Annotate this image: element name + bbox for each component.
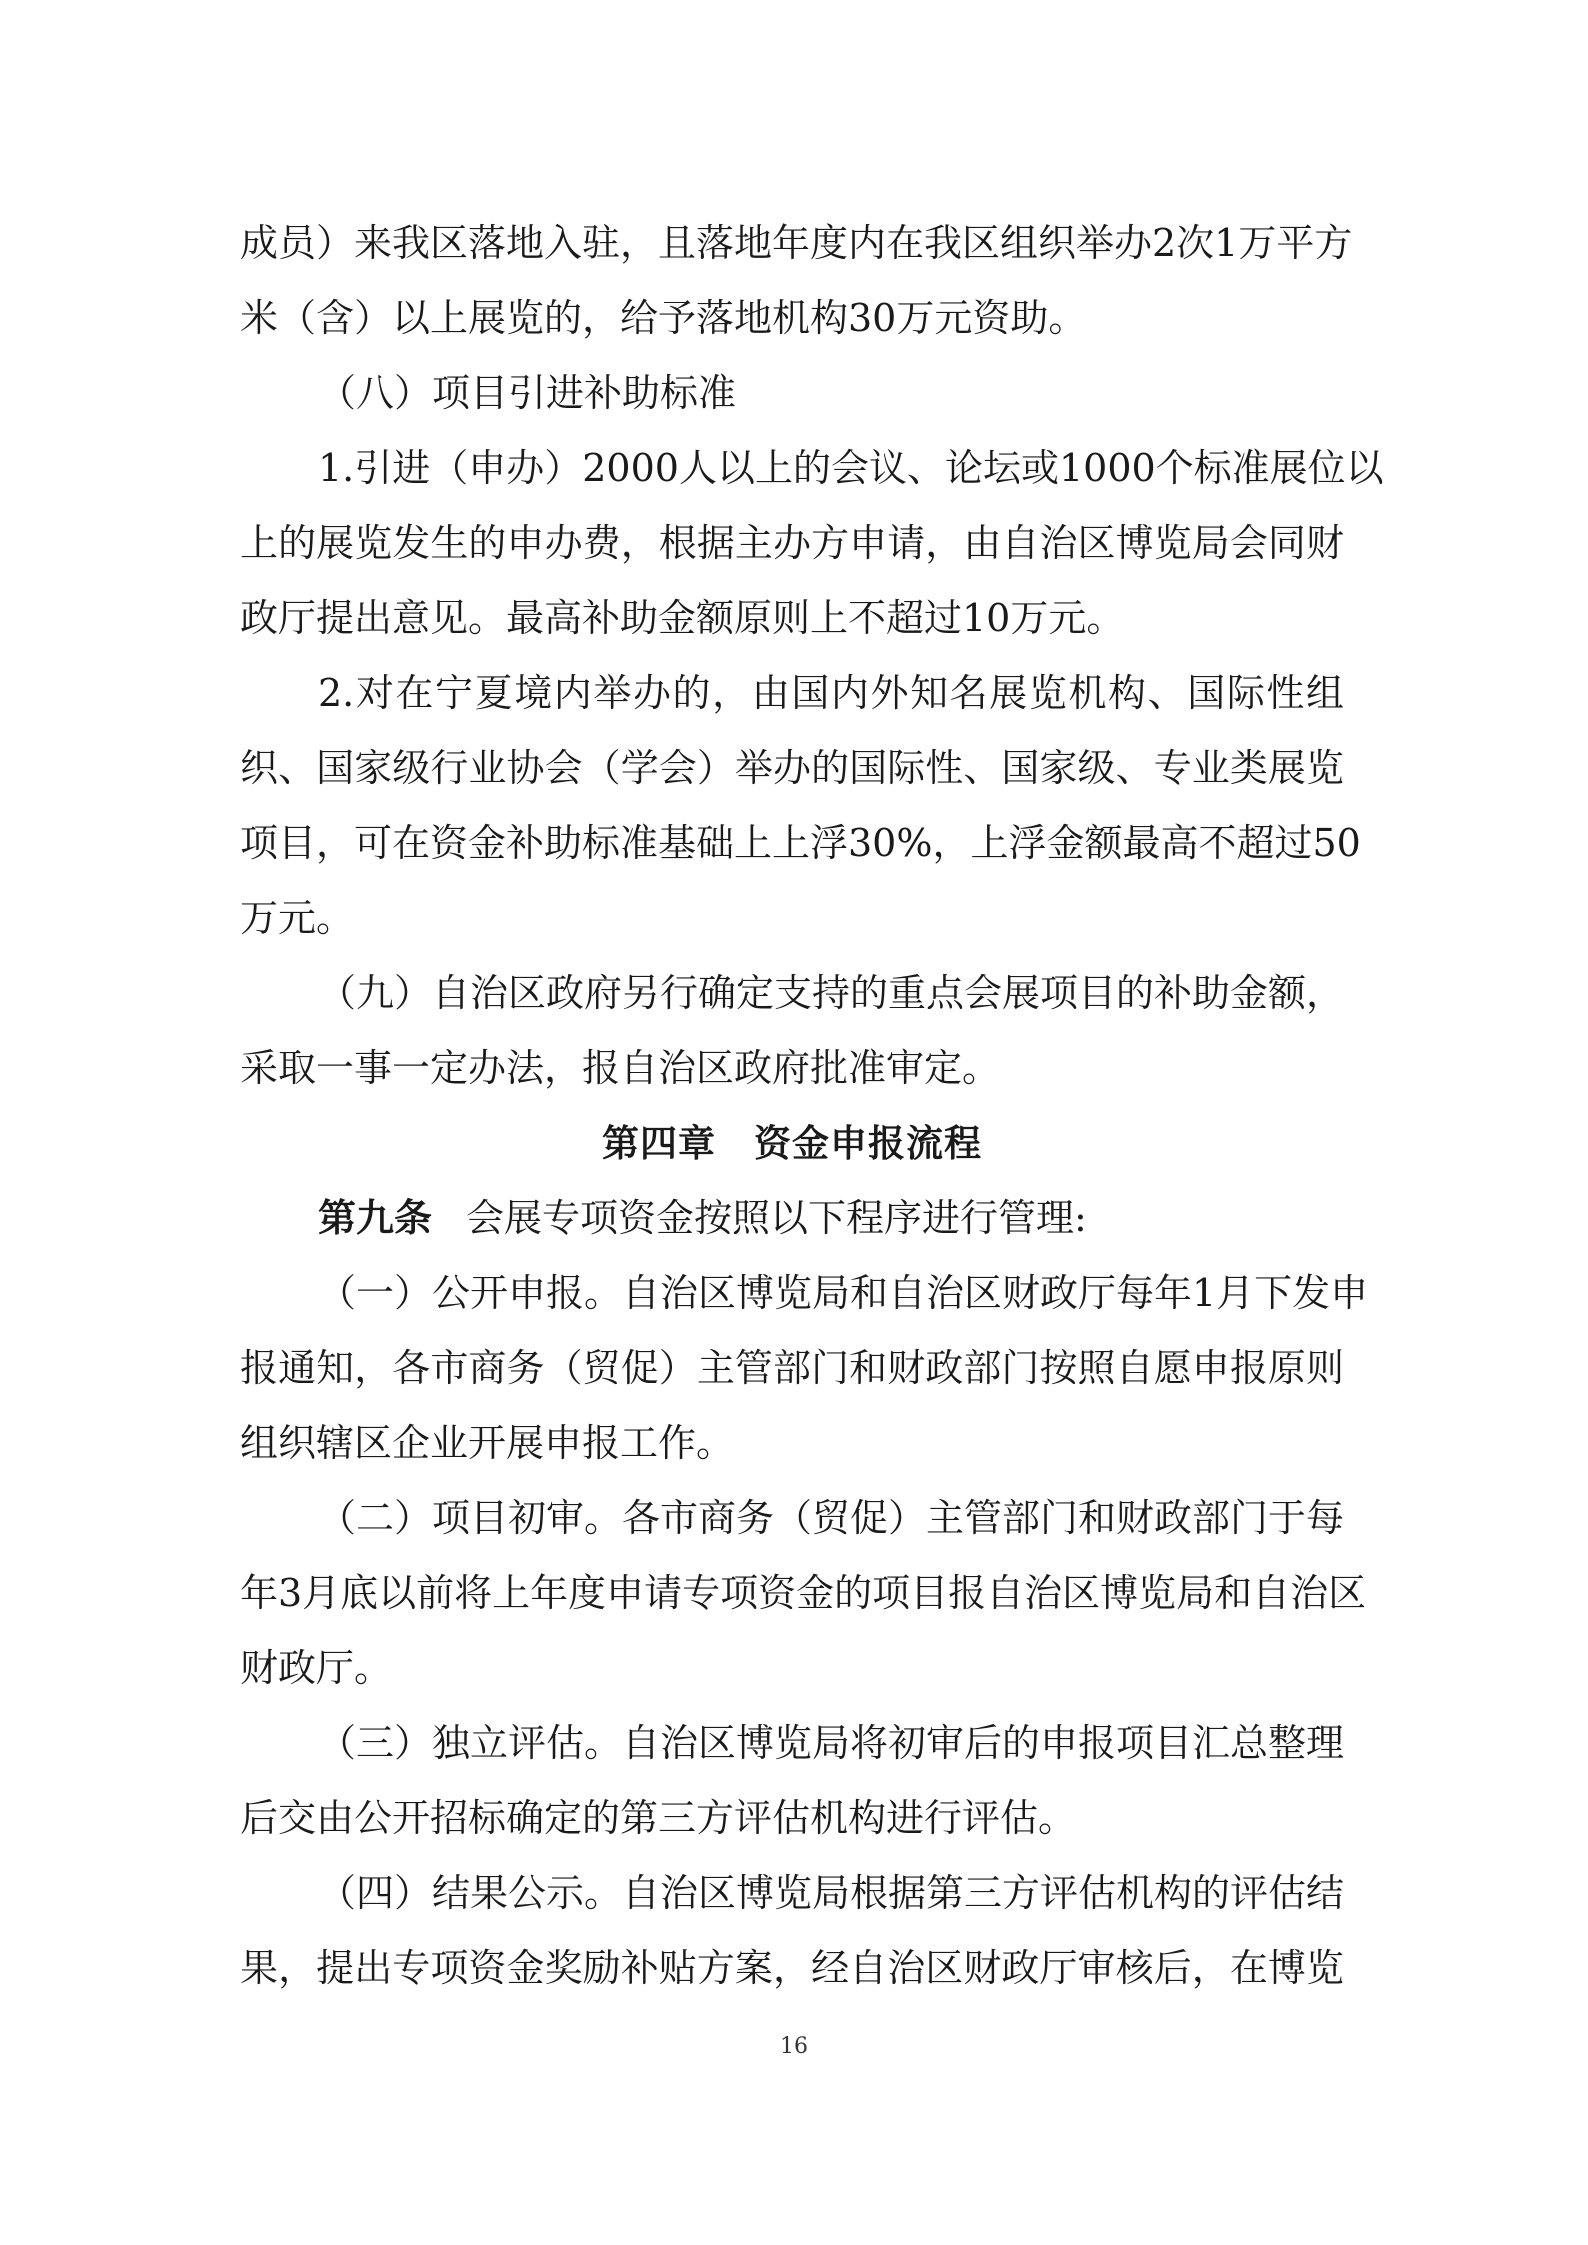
paragraph-line: 项目，可在资金补助标准基础上上浮30%，上浮金额最高不超过50 [240,821,1361,865]
article-text: 会展专项资金按照以下程序进行管理: [466,1196,1087,1240]
paragraph-line: 成员）来我区落地入驻，且落地年度内在我区组织举办2次1万平方 [240,221,1353,265]
paragraph-line: 1.引进（申办）2000人以上的会议、论坛或1000个标准展位以 [318,446,1384,490]
chapter-number: 第四章 [602,1122,716,1165]
paragraph-line: （九）自治区政府另行确定支持的重点会展项目的补助金额， [318,971,1345,1015]
paragraph-line: 米（含）以上展览的，给予落地机构30万元资助。 [240,296,1087,340]
paragraph-line: 2.对在宁夏境内举办的，由国内外知名展览机构、国际性组 [318,671,1344,715]
paragraph-line: 报通知，各市商务（贸促）主管部门和财政部门按照自愿申报原则 [240,1346,1344,1390]
paragraph-line: 组织辖区企业开展申报工作。 [240,1421,735,1465]
paragraph-line: （三）独立评估。自治区博览局将初审后的申报项目汇总整理 [318,1721,1345,1765]
section-heading-8: （八）项目引进补助标准 [318,371,737,415]
paragraph-line: 万元。 [240,896,355,940]
chapter-heading [240,1106,1344,1181]
paragraph-line: （四）结果公示。自治区博览局根据第三方评估机构的评估结 [318,1871,1345,1915]
paragraph-line: （二）项目初审。各市商务（贸促）主管部门和财政部门于每 [318,1496,1345,1540]
article-line [240,1181,1344,1256]
paragraph-line: 采取一事一定办法，报自治区政府批准审定。 [240,1046,1001,1090]
paragraph-line: 上的展览发生的申办费，根据主办方申请，由自治区博览局会同财 [240,521,1344,565]
paragraph-line: 织、国家级行业协会（学会）举办的国际性、国家级、专业类展览 [240,746,1344,790]
paragraph-line: 财政厅。 [240,1646,393,1690]
document-body [240,206,1384,2006]
paragraph-line: 年3月底以前将上年度申请专项资金的项目报自治区博览局和自治区 [240,1571,1367,1615]
article-label: 第九条 [318,1196,433,1240]
paragraph-line: （一）公开申报。自治区博览局和自治区财政厅每年1月下发申 [318,1271,1369,1315]
paragraph-line: 果，提出专项资金奖励补贴方案，经自治区财政厅审核后，在博览 [240,1946,1344,1990]
paragraph-line: 政厅提出意见。最高补助金额原则上不超过10万元。 [240,596,1125,640]
paragraph-line: 后交由公开招标确定的第三方评估机构进行评估。 [240,1796,1077,1840]
chapter-title: 资金申报流程 [754,1122,982,1165]
page-number: 16 [780,2034,808,2059]
